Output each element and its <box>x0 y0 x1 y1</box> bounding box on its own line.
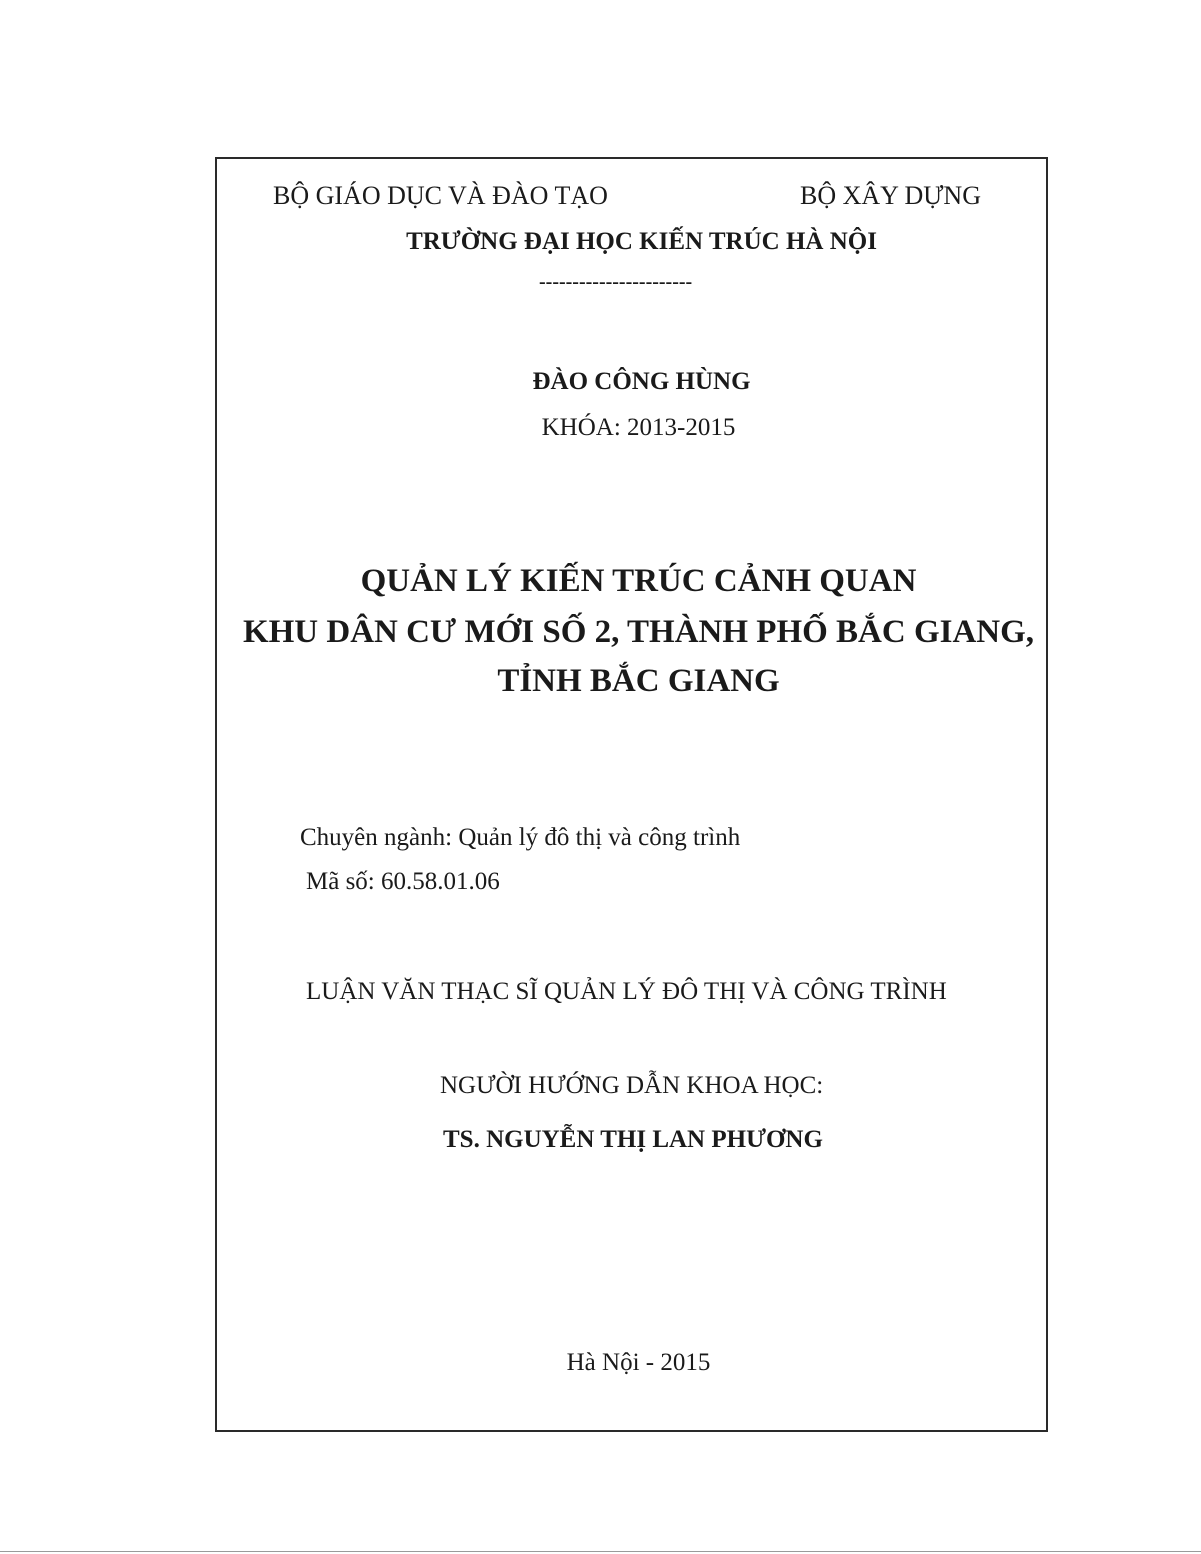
major-field: Chuyên ngành: Quản lý đô thị và công trình <box>300 824 741 851</box>
ministry-construction: BỘ XÂY DỰNG <box>800 181 981 210</box>
thesis-title-line-2: KHU DÂN CƯ MỚI SỐ 2, THÀNH PHỐ BẮC GIANG, <box>242 614 1035 650</box>
advisor-label: NGƯỜI HƯỚNG DẪN KHOA HỌC: <box>440 1072 824 1099</box>
thesis-title-line-3: TỈNH BẮC GIANG <box>497 663 780 699</box>
ministry-education: BỘ GIÁO DỤC VÀ ĐÀO TẠO <box>273 181 608 210</box>
place-date: Hà Nội - 2015 <box>566 1349 711 1376</box>
thesis-title-line-1: QUẢN LÝ KIẾN TRÚC CẢNH QUAN <box>360 563 917 599</box>
thesis-type: LUẬN VĂN THẠC SĨ QUẢN LÝ ĐÔ THỊ VÀ CÔNG TRÌNH <box>306 978 947 1005</box>
course-years: KHÓA: 2013-2015 <box>541 414 736 441</box>
major-code: Mã số: 60.58.01.06 <box>306 868 500 895</box>
advisor-name: TS. NGUYỄN THỊ LAN PHƯƠNG <box>443 1126 823 1153</box>
header-divider: ----------------------- <box>539 271 693 293</box>
page-bottom-rule <box>0 1551 1201 1552</box>
university-name: TRƯỜNG ĐẠI HỌC KIẾN TRÚC HÀ NỘI <box>406 228 877 255</box>
author-name: ĐÀO CÔNG HÙNG <box>532 368 751 395</box>
cover-page-border <box>215 157 1048 1432</box>
